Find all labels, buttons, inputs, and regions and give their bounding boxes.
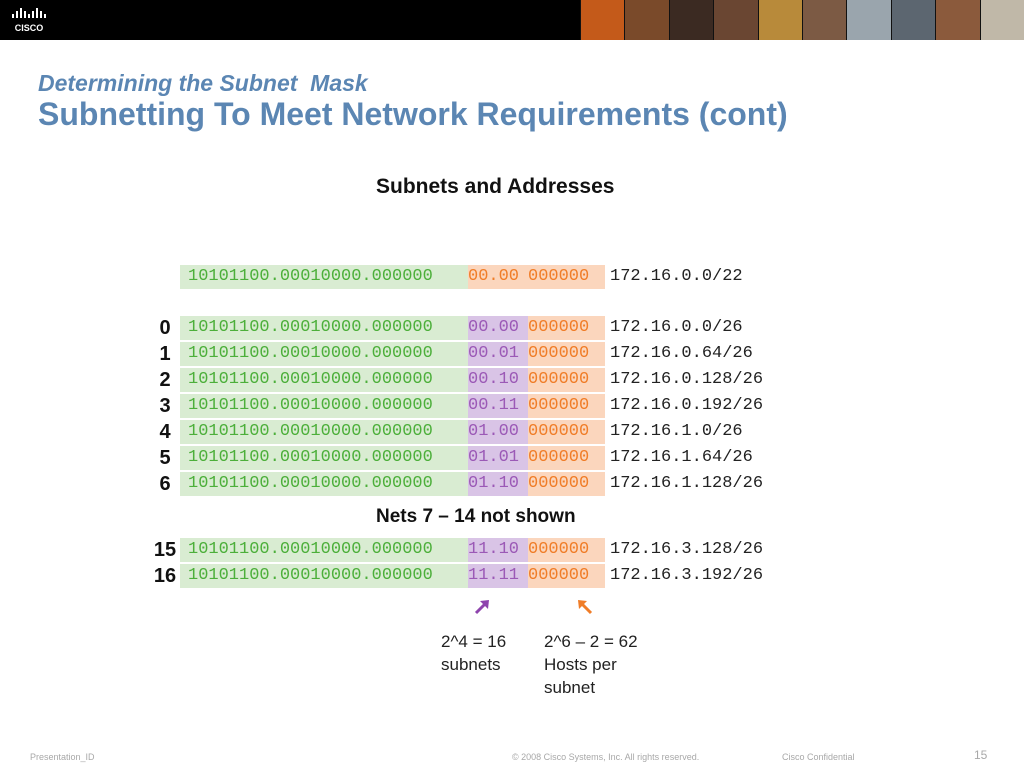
- host-bits: 000000: [528, 316, 605, 340]
- cisco-logo: [0, 0, 62, 40]
- network-bits: 10101100.00010000.000000: [180, 420, 468, 444]
- header-photo: [891, 0, 935, 40]
- network-bits: 10101100.00010000.000000: [180, 368, 468, 392]
- header-photo: [624, 0, 668, 40]
- dotted-address: 172.16.0.0/26: [610, 318, 743, 337]
- omitted-nets-note: Nets 7 – 14 not shown: [376, 506, 576, 527]
- dotted-address: 172.16.0.64/26: [610, 344, 753, 363]
- subnet-bits: 00.01: [468, 342, 528, 366]
- dotted-address: 172.16.1.0/26: [610, 422, 743, 441]
- row-index: 3: [159, 395, 171, 417]
- hosts-label-line2: subnet: [544, 678, 596, 697]
- network-bits: 10101100.00010000.000000: [180, 564, 468, 588]
- orange-arrow-icon: [575, 597, 595, 617]
- binary-address: [180, 316, 605, 340]
- host-bits: 000000: [528, 420, 605, 444]
- binary-address: [180, 538, 605, 562]
- dotted-address: 172.16.3.128/26: [610, 540, 764, 559]
- dotted-address: 172.16.1.64/26: [610, 448, 753, 467]
- binary-address: [180, 446, 605, 470]
- subnet-bits: 01.01: [468, 446, 528, 470]
- diagram-heading: Subnets and Addresses: [376, 175, 615, 198]
- row-index: 4: [159, 421, 171, 443]
- binary-address: [180, 265, 605, 289]
- row-index: 1: [159, 343, 171, 365]
- network-bits: 10101100.00010000.000000: [180, 394, 468, 418]
- binary-address: [180, 420, 605, 444]
- dotted-address: 172.16.0.192/26: [610, 396, 764, 415]
- binary-address: [180, 472, 605, 496]
- row-index: 15: [153, 539, 177, 561]
- subnets-annotation: [441, 630, 506, 676]
- presentation-id: Presentation_ID: [30, 752, 95, 762]
- header-bar: [0, 0, 1024, 40]
- subnet-bits: 11.10: [468, 538, 528, 562]
- row-index: 0: [159, 317, 171, 339]
- header-photo: [802, 0, 846, 40]
- dotted-address: 172.16.0.128/26: [610, 370, 764, 389]
- binary-address: [180, 564, 605, 588]
- logo-text: CISCO: [14, 23, 44, 33]
- confidential-label: Cisco Confidential: [782, 752, 855, 762]
- row-index: 5: [159, 447, 171, 469]
- header-photo: [713, 0, 757, 40]
- subnet-bits: 11.11: [468, 564, 528, 588]
- host-bits: 000000: [528, 265, 605, 289]
- header-photo: [580, 0, 624, 40]
- host-bits: 000000: [528, 446, 605, 470]
- host-bits: 000000: [528, 538, 605, 562]
- row-index: 16: [153, 565, 177, 587]
- dotted-address: 172.16.0.0/22: [610, 267, 743, 286]
- binary-address: [180, 394, 605, 418]
- host-bits: 000000: [528, 394, 605, 418]
- network-bits: 10101100.00010000.000000: [180, 316, 468, 340]
- host-bits: 000000: [528, 368, 605, 392]
- purple-arrow-icon: [472, 597, 492, 617]
- network-bits: 10101100.00010000.000000: [180, 472, 468, 496]
- hosts-formula: 2^6 – 2 = 62: [544, 632, 638, 651]
- slide-subtitle: Determining the Subnet Mask: [38, 70, 368, 96]
- dotted-address: 172.16.3.192/26: [610, 566, 764, 585]
- subnet-bits: 00.00: [468, 316, 528, 340]
- hosts-annotation: [544, 630, 638, 699]
- network-bits: 10101100.00010000.000000: [180, 446, 468, 470]
- host-bits: 000000: [528, 472, 605, 496]
- host-bits: 000000: [528, 342, 605, 366]
- header-photo: [846, 0, 890, 40]
- subnets-formula: 2^4 = 16: [441, 632, 507, 651]
- subnet-bits: 00.10: [468, 368, 528, 392]
- network-bits: 10101100.00010000.000000: [180, 538, 468, 562]
- slide-title: Subnetting To Meet Network Requirements (cont): [38, 96, 788, 132]
- network-bits: 10101100.00010000.000000: [180, 265, 468, 289]
- hosts-label-line1: Hosts per: [544, 655, 617, 674]
- header-photo: [758, 0, 802, 40]
- row-index: 6: [159, 473, 171, 495]
- header-photo: [980, 0, 1024, 40]
- dotted-address: 172.16.1.128/26: [610, 474, 764, 493]
- header-photo: [935, 0, 979, 40]
- photo-strip: [580, 0, 1024, 40]
- subnet-bits: 01.10: [468, 472, 528, 496]
- binary-address: [180, 368, 605, 392]
- header-photo: [669, 0, 713, 40]
- host-bits: 000000: [528, 564, 605, 588]
- network-bits: 10101100.00010000.000000: [180, 342, 468, 366]
- copyright: © 2008 Cisco Systems, Inc. All rights reserved.: [512, 752, 700, 762]
- subnets-label: subnets: [441, 655, 501, 674]
- page-number: 15: [974, 748, 988, 762]
- subnet-bits: 01.00: [468, 420, 528, 444]
- subnet-bits: 00.00: [468, 265, 528, 289]
- binary-address: [180, 342, 605, 366]
- row-index: 2: [159, 369, 171, 391]
- subnet-bits: 00.11: [468, 394, 528, 418]
